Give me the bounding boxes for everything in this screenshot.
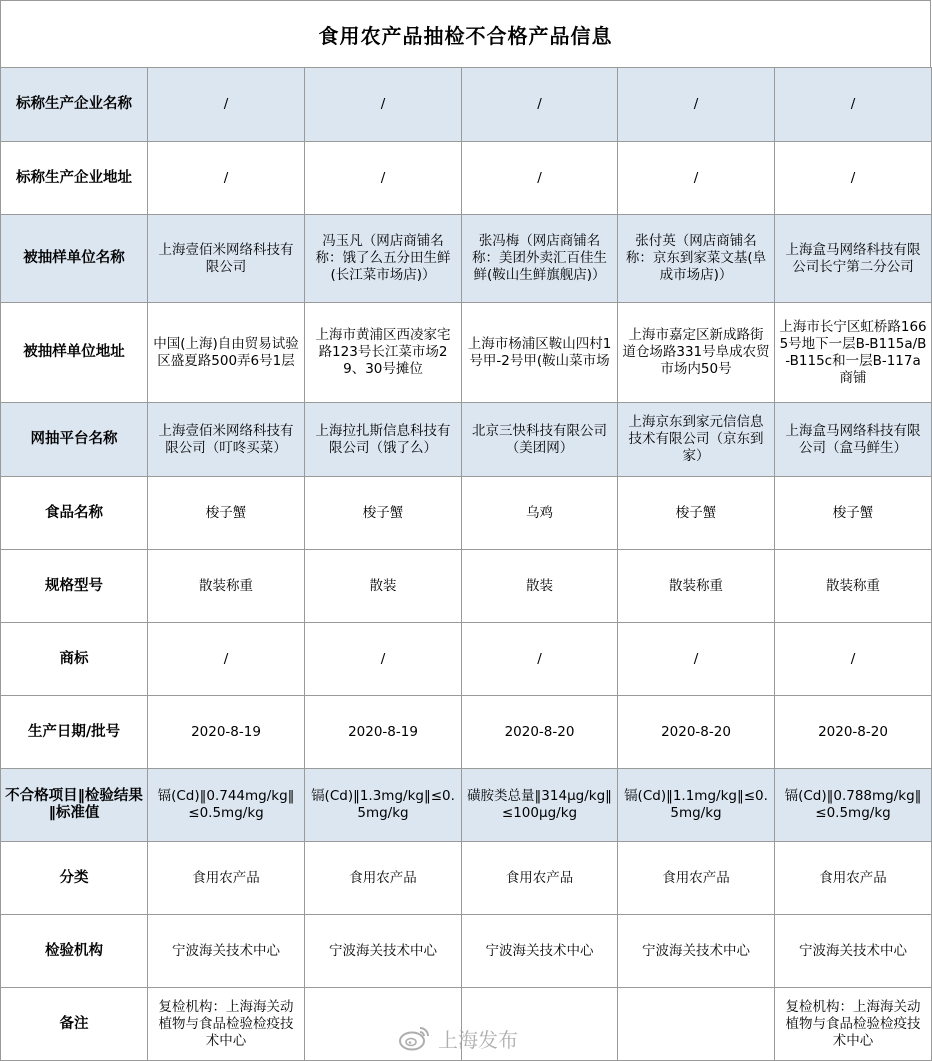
table-cell: 上海市黄浦区西凌家宅路123号长江菜市场29、30号摊位 bbox=[305, 303, 462, 403]
table-cell: 上海壹佰米网络科技有限公司 bbox=[148, 215, 305, 303]
table-cell: / bbox=[305, 68, 462, 142]
table-cell: 复检机构：上海海关动植物与食品检验检疫技术中心 bbox=[148, 988, 305, 1061]
row-label: 食品名称 bbox=[1, 477, 148, 550]
table-row bbox=[1, 842, 932, 915]
table-row bbox=[1, 68, 932, 142]
table-cell bbox=[462, 988, 618, 1061]
table-cell: 散装 bbox=[305, 550, 462, 623]
table-cell: 上海拉扎斯信息科技有限公司（饿了么） bbox=[305, 403, 462, 477]
table-cell: 上海盒马网络科技有限公司长宁第二分公司 bbox=[775, 215, 932, 303]
table-cell: 冯玉凡（网店商铺名称：饿了么五分田生鲜(长江菜市场店)） bbox=[305, 215, 462, 303]
table-cell: 上海壹佰米网络科技有限公司（叮咚买菜） bbox=[148, 403, 305, 477]
table-cell: 北京三快科技有限公司（美团网） bbox=[462, 403, 618, 477]
row-label: 备注 bbox=[1, 988, 148, 1061]
table-cell: / bbox=[305, 142, 462, 215]
table-cell: 食用农产品 bbox=[618, 842, 775, 915]
table-cell: / bbox=[462, 623, 618, 696]
table-cell: 复检机构：上海海关动植物与食品检验检疫技术中心 bbox=[775, 988, 932, 1061]
table-cell: 宁波海关技术中心 bbox=[775, 915, 932, 988]
table-cell: / bbox=[462, 142, 618, 215]
table-row bbox=[1, 477, 932, 550]
table-cell: 散装称重 bbox=[618, 550, 775, 623]
page-title: 食用农产品抽检不合格产品信息 bbox=[0, 0, 931, 67]
table-row bbox=[1, 769, 932, 842]
table-row bbox=[1, 915, 932, 988]
table-cell: / bbox=[618, 142, 775, 215]
table-cell: 散装称重 bbox=[775, 550, 932, 623]
table-body bbox=[1, 68, 932, 1061]
table-cell: 中国(上海)自由贸易试验区盛夏路500弄6号1层 bbox=[148, 303, 305, 403]
table-cell: / bbox=[775, 68, 932, 142]
table-cell: 镉(Cd)‖0.744mg/kg‖≤0.5mg/kg bbox=[148, 769, 305, 842]
table-cell: 散装称重 bbox=[148, 550, 305, 623]
table-row bbox=[1, 623, 932, 696]
table-cell: / bbox=[305, 623, 462, 696]
product-info-table bbox=[0, 67, 932, 1061]
table-cell: 2020-8-20 bbox=[462, 696, 618, 769]
table-cell: 食用农产品 bbox=[462, 842, 618, 915]
table-cell: 上海市长宁区虹桥路1665号地下一层B-B115a/B-B115c和一层B-117a商铺 bbox=[775, 303, 932, 403]
table-cell: 宁波海关技术中心 bbox=[305, 915, 462, 988]
table-cell: 2020-8-20 bbox=[618, 696, 775, 769]
table-cell: 上海京东到家元信信息技术有限公司（京东到家） bbox=[618, 403, 775, 477]
watermark-text: 上海发布 bbox=[438, 1027, 518, 1052]
row-label: 标称生产企业名称 bbox=[1, 68, 148, 142]
table-cell: 上海市杨浦区鞍山四村1号甲-2号甲(鞍山菜市场 bbox=[462, 303, 618, 403]
table-cell: 食用农产品 bbox=[775, 842, 932, 915]
table-cell: 梭子蟹 bbox=[775, 477, 932, 550]
table-cell: 磺胺类总量‖314μg/kg‖≤100μg/kg bbox=[462, 769, 618, 842]
table-cell bbox=[305, 988, 462, 1061]
table-cell: 梭子蟹 bbox=[618, 477, 775, 550]
table-cell: 2020-8-19 bbox=[148, 696, 305, 769]
table-row bbox=[1, 550, 932, 623]
table-cell: 2020-8-20 bbox=[775, 696, 932, 769]
table-cell: 镉(Cd)‖1.3mg/kg‖≤0.5mg/kg bbox=[305, 769, 462, 842]
table-cell: / bbox=[148, 68, 305, 142]
table-cell: / bbox=[775, 623, 932, 696]
table-cell: 张冯梅（网店商铺名称：美团外卖汇百佳生鲜(鞍山生鲜旗舰店)） bbox=[462, 215, 618, 303]
table-cell: 宁波海关技术中心 bbox=[462, 915, 618, 988]
table-cell: / bbox=[148, 142, 305, 215]
table-cell: / bbox=[618, 68, 775, 142]
row-label: 被抽样单位地址 bbox=[1, 303, 148, 403]
row-label: 不合格项目‖检验结果‖标准值 bbox=[1, 769, 148, 842]
table-cell: 上海市嘉定区新成路街道仓场路331号阜成农贸市场内50号 bbox=[618, 303, 775, 403]
table-row bbox=[1, 988, 932, 1061]
row-label: 标称生产企业地址 bbox=[1, 142, 148, 215]
table-cell: 食用农产品 bbox=[148, 842, 305, 915]
table-cell: 乌鸡 bbox=[462, 477, 618, 550]
table-cell bbox=[618, 988, 775, 1061]
table-cell: 上海盒马网络科技有限公司（盒马鲜生） bbox=[775, 403, 932, 477]
table-cell: 镉(Cd)‖1.1mg/kg‖≤0.5mg/kg bbox=[618, 769, 775, 842]
table-cell: / bbox=[775, 142, 932, 215]
table-row bbox=[1, 696, 932, 769]
table-cell: 食用农产品 bbox=[305, 842, 462, 915]
table-row bbox=[1, 303, 932, 403]
table-cell: 宁波海关技术中心 bbox=[618, 915, 775, 988]
table-row bbox=[1, 215, 932, 303]
row-label: 被抽样单位名称 bbox=[1, 215, 148, 303]
row-label: 规格型号 bbox=[1, 550, 148, 623]
table-cell: 散装 bbox=[462, 550, 618, 623]
table-cell: / bbox=[148, 623, 305, 696]
table-cell: 张付英（网店商铺名称：京东到家菜文基(阜成市场店)） bbox=[618, 215, 775, 303]
row-label: 分类 bbox=[1, 842, 148, 915]
table-row bbox=[1, 142, 932, 215]
table-row bbox=[1, 403, 932, 477]
row-label: 商标 bbox=[1, 623, 148, 696]
table-cell: 2020-8-19 bbox=[305, 696, 462, 769]
table-cell: / bbox=[462, 68, 618, 142]
row-label: 网抽平台名称 bbox=[1, 403, 148, 477]
table-cell: 镉(Cd)‖0.788mg/kg‖≤0.5mg/kg bbox=[775, 769, 932, 842]
row-label: 生产日期/批号 bbox=[1, 696, 148, 769]
table-cell: 宁波海关技术中心 bbox=[148, 915, 305, 988]
table-cell: 梭子蟹 bbox=[148, 477, 305, 550]
row-label: 检验机构 bbox=[1, 915, 148, 988]
table-cell: 梭子蟹 bbox=[305, 477, 462, 550]
table-cell: / bbox=[618, 623, 775, 696]
